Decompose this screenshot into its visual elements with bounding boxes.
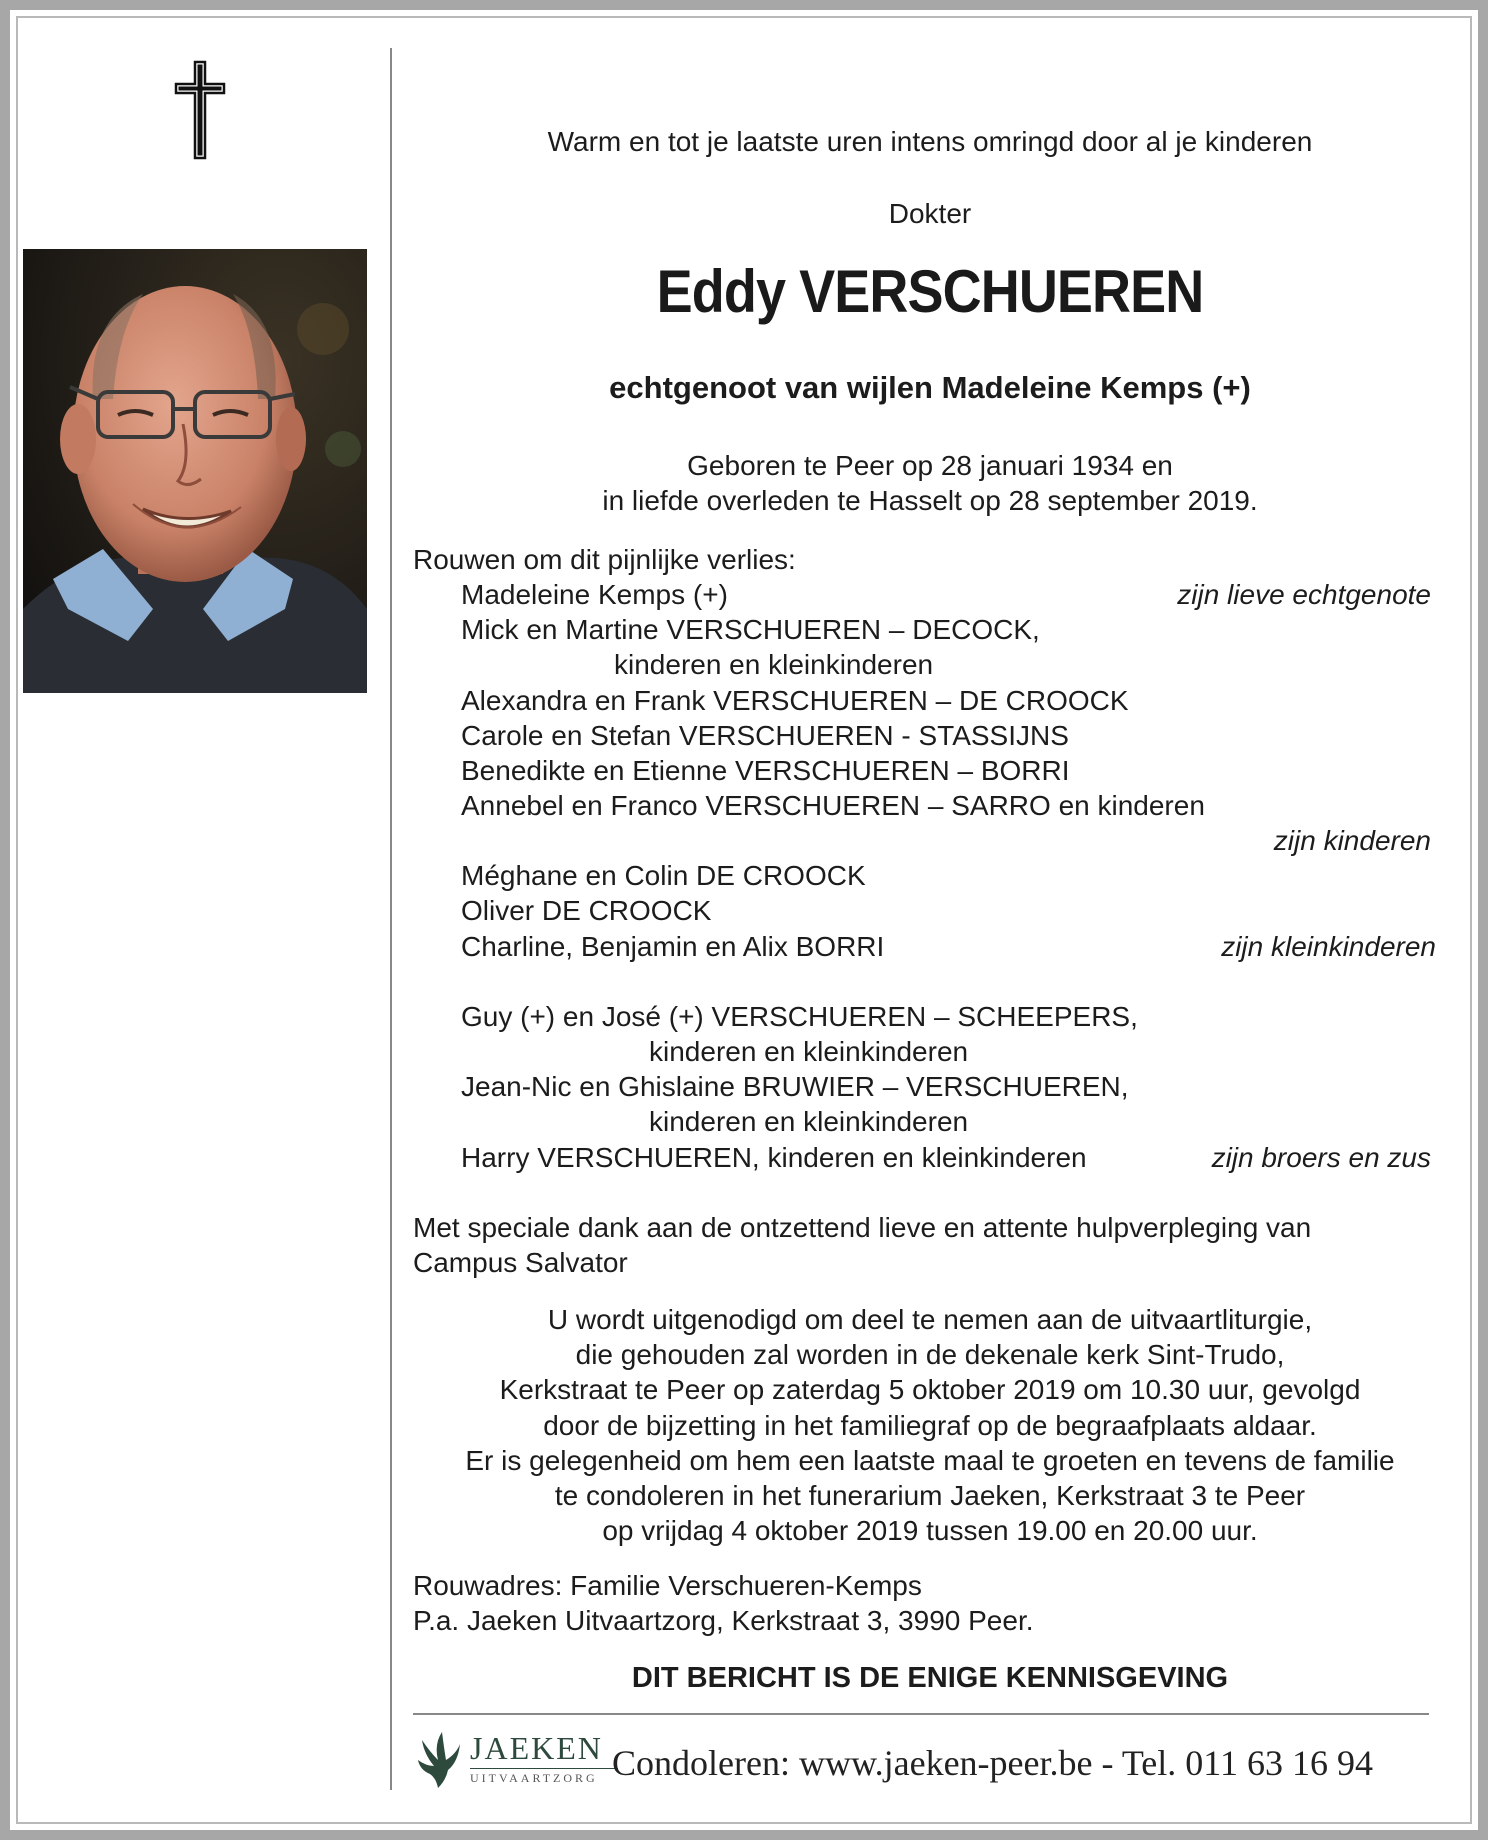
portrait-photo <box>23 249 367 693</box>
mourner-sibling: Guy (+) en José (+) VERSCHUEREN – SCHEEPERS, <box>461 1001 1138 1032</box>
footer-divider <box>413 1713 1429 1715</box>
ceremony-line: Kerkstraat te Peer op zaterdag 5 oktober 2019 om 10.30 uur, gevolgd <box>499 1374 1361 1405</box>
death-line: in liefde overleden te Hasselt op 28 september 2019. <box>602 485 1258 516</box>
mourner-sibling-sub: kinderen en kleinkinderen <box>649 1036 969 1067</box>
dove-icon <box>416 1730 462 1790</box>
thanks-line: Met speciale dank aan de ontzettend lieve en attente hulpverpleging van <box>413 1212 1312 1243</box>
column-divider <box>390 48 392 1790</box>
ceremony-line: U wordt uitgenodigd om deel te nemen aan de uitvaartliturgie, <box>547 1304 1313 1335</box>
intro-line: Warm en tot je laatste uren intens omringd door al je kinderen <box>547 126 1313 157</box>
mourner-child: Alexandra en Frank VERSCHUEREN – DE CROOCK <box>461 685 1129 716</box>
condolence-line: Condoleren: www.jaeken-peer.be - Tel. 011 63 16 94 <box>612 1743 1373 1783</box>
ceremony-line: te condoleren in het funerarium Jaeken, Kerkstraat 3 te Peer <box>554 1480 1306 1511</box>
ceremony-line: op vrijdag 4 oktober 2019 tussen 19.00 en 20.00 uur. <box>602 1515 1258 1546</box>
cross-icon <box>174 60 226 160</box>
title-dokter: Dokter <box>888 198 972 229</box>
mourner-sibling: Jean-Nic en Ghislaine BRUWIER – VERSCHUEREN, <box>461 1071 1129 1102</box>
ceremony-line: door de bijzetting in het familiegraf op de begraafplaats aldaar. <box>543 1410 1317 1441</box>
relation-grandchildren: zijn kleinkinderen <box>1221 931 1436 962</box>
mourner-grandchild: Oliver DE CROOCK <box>461 895 712 926</box>
mourner-child-sub: kinderen en kleinkinderen <box>614 649 934 680</box>
mourner-sibling: Harry VERSCHUEREN, kinderen en kleinkinderen <box>461 1142 1087 1173</box>
relation-spouse: zijn lieve echtgenote <box>1177 579 1431 610</box>
address-line: Rouwadres: Familie Verschueren-Kemps <box>413 1570 922 1601</box>
jaeken-logo <box>416 1728 616 1788</box>
deceased-name: Eddy VERSCHUEREN <box>656 258 1204 325</box>
mourner-sibling-sub: kinderen en kleinkinderen <box>649 1106 969 1137</box>
mourner-child: Annebel en Franco VERSCHUEREN – SARRO en kinderen <box>461 790 1205 821</box>
relation-children: zijn kinderen <box>1273 825 1431 856</box>
thanks-line: Campus Salvator <box>413 1247 628 1278</box>
mourners-heading: Rouwen om dit pijnlijke verlies: <box>413 544 796 575</box>
logo-subtitle: UITVAARTZORG <box>470 1771 598 1785</box>
address-line: P.a. Jaeken Uitvaartzorg, Kerkstraat 3, 3990 Peer. <box>413 1605 1034 1636</box>
notice-line: DIT BERICHT IS DE ENIGE KENNISGEVING <box>631 1662 1229 1694</box>
relation-siblings: zijn broers en zus <box>1211 1142 1431 1173</box>
ceremony-line: die gehouden zal worden in de dekenale kerk Sint-Trudo, <box>575 1339 1285 1370</box>
mourner-spouse: Madeleine Kemps (+) <box>461 579 728 610</box>
spouse-line: echtgenoot van wijlen Madeleine Kemps (+) <box>609 370 1251 405</box>
mourner-grandchild: Charline, Benjamin en Alix BORRI <box>461 931 885 962</box>
ceremony-line: Er is gelegenheid om hem een laatste maal te groeten en tevens de familie <box>465 1445 1395 1476</box>
mourner-child: Benedikte en Etienne VERSCHUEREN – BORRI <box>461 755 1070 786</box>
logo-rule <box>470 1768 618 1769</box>
mourner-child: Carole en Stefan VERSCHUEREN - STASSIJNS <box>461 720 1069 751</box>
logo-name: JAEKEN <box>470 1730 603 1766</box>
birth-line: Geboren te Peer op 28 januari 1934 en <box>687 450 1173 481</box>
mourner-child: Mick en Martine VERSCHUEREN – DECOCK, <box>461 614 1040 645</box>
mourner-grandchild: Méghane en Colin DE CROOCK <box>461 860 866 891</box>
